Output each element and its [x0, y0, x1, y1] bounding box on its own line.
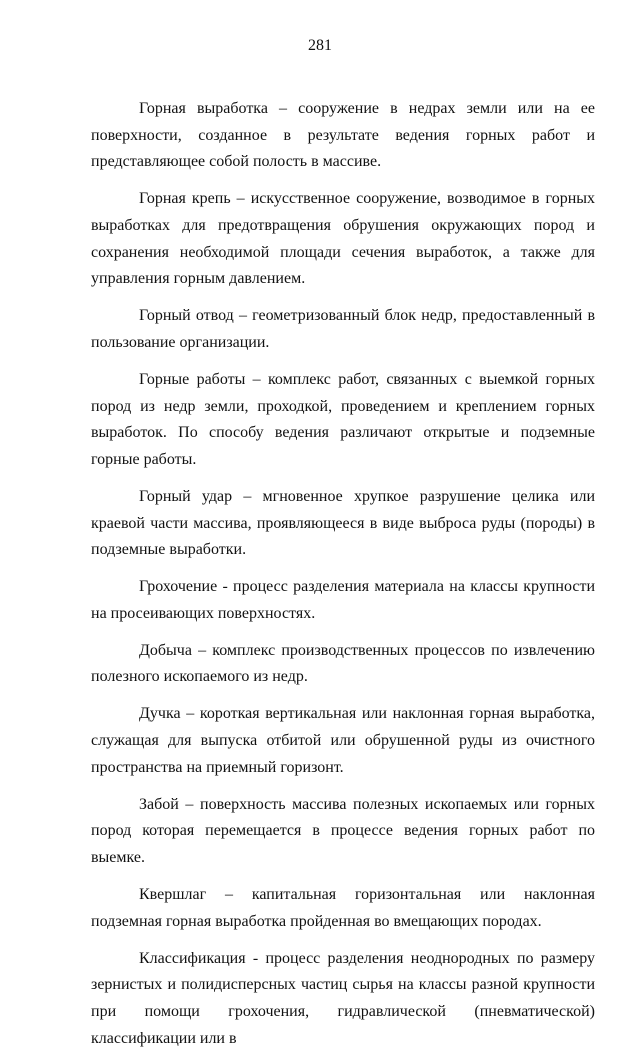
page-number: 281 [308, 37, 332, 54]
paragraph-gornye-raboty: Горные работы – комплекс работ, связанных с выемкой горных пород из недр земли, проходкой, проведением и креплением горных выработок. По способу ведения различают открытые и подземные горные работы. [91, 370, 595, 468]
paragraph-zaboy: Забой – поверхность массива полезных ископаемых или горных пород которая перемещается в процессе ведения горных работ по выемке. [91, 795, 595, 867]
paragraph-grokhochenie: Грохочение - процесс разделения материала на классы крупности на просеивающих поверхностях. [91, 578, 595, 622]
glossary-text [91, 96, 595, 1063]
paragraph-gornaya-vyrabotka: Горная выработка – сооружение в недрах земли или на ее поверхности, созданное в результате ведения горных работ и представляющее собой полость в массиве. [91, 100, 595, 171]
paragraph-gorny-otvod: Горный отвод – геометризованный блок недр, предоставленный в пользование организации. [91, 307, 595, 351]
paragraph-gornaya-krep: Горная крепь – искусственное сооружение, возводимое в горных выработках для предотвращения обрушения окружающих пород и сохранения необходимой площади сечения выработок, а также для управления горным давлением. [91, 190, 595, 288]
paragraph-dobycha: Добыча – комплекс производственных процессов по извлечению полезного ископаемого из недр. [91, 641, 595, 686]
paragraph-klassifikatsiya: Классификация - процесс разделения неоднородных по размеру зернистых и полидисперсных частиц сырья на классы разной крупности при помощи грохочения, гидравлической (пневматической) классификации или в [91, 949, 595, 1047]
paragraph-gorny-udar: Горный удар – мгновенное хрупкое разрушение целика или краевой части массива, проявляющееся в виде выброса руды (породы) в подземные выработки. [91, 487, 595, 559]
paragraph-kvershlag: Квершлаг – капитальная горизонтальная или наклонная подземная горная выработка пройденная во вмещающих породах. [91, 885, 595, 930]
paragraph-duchka: Дучка – короткая вертикальная или наклонная горная выработка, служащая для выпуска отбитой или обрушенной руды из очистного пространства на приемный горизонт. [91, 705, 595, 776]
